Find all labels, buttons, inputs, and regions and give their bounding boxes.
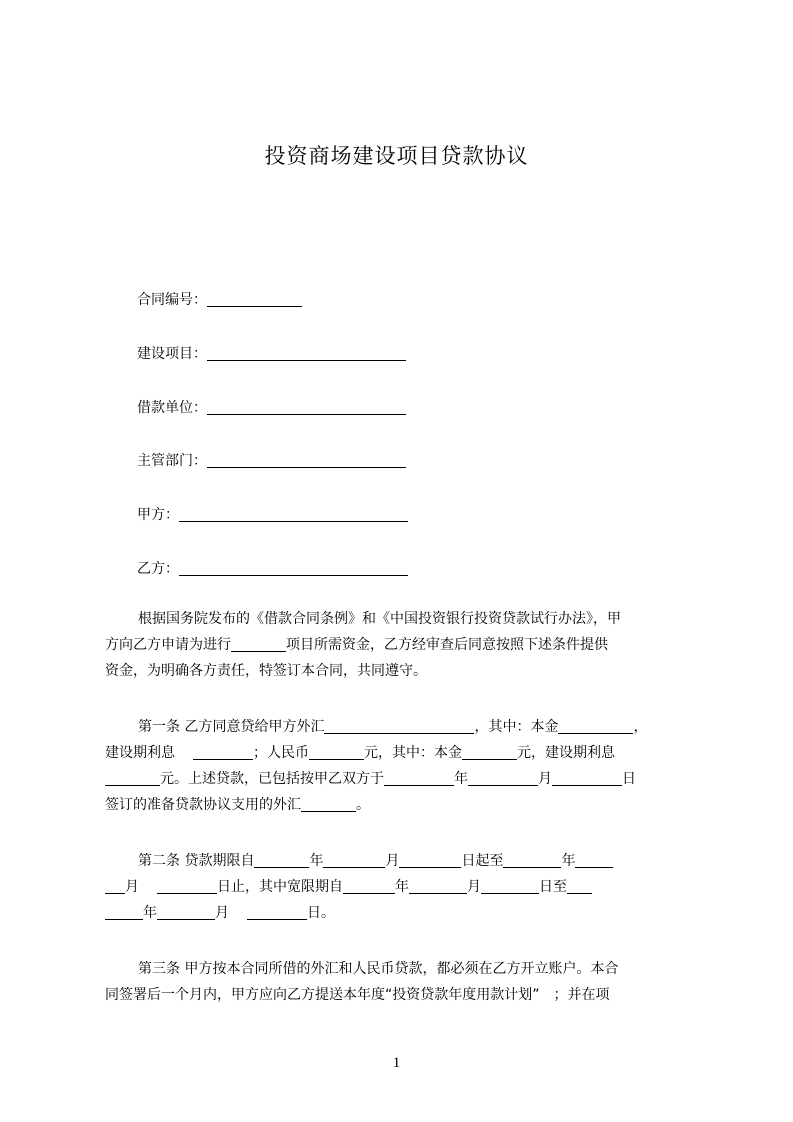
text: 年	[561, 853, 576, 869]
blank-line	[105, 905, 143, 920]
text: ；并在项	[553, 987, 610, 1003]
text: 签订的准备贷款协议支用的外汇	[105, 797, 301, 813]
text: ；人民币	[253, 745, 309, 761]
text: 日起至	[461, 853, 504, 869]
field-label: 甲方：	[137, 507, 179, 523]
field-party-b	[137, 559, 408, 579]
article-1-paragraph	[105, 714, 700, 818]
field-project	[137, 344, 406, 364]
text: 月	[538, 771, 552, 787]
blank-line	[462, 745, 517, 760]
field-label: 合同编号：	[137, 292, 207, 308]
field-department	[137, 451, 406, 471]
field-label: 建设项目：	[137, 346, 207, 362]
text-line: 资金，为明确各方责任，特签订本合同，共同遵守。	[105, 663, 427, 679]
text: 年	[395, 879, 409, 895]
blank-line	[157, 879, 217, 894]
text: 日至	[539, 879, 567, 895]
text: ，其中：本金	[474, 719, 559, 735]
blank-line	[193, 745, 253, 760]
blank-line	[343, 879, 395, 894]
text: 元，其中：本金	[364, 745, 462, 761]
blank-line	[105, 879, 125, 894]
text: 月	[385, 853, 400, 869]
text: 同签署后一个月内，甲方应向乙方提送本年度“投资贷款年度用款计划”	[105, 987, 540, 1003]
blank-line	[558, 719, 633, 734]
text: ，	[633, 719, 648, 735]
blank-line	[399, 853, 461, 868]
page-number: 1	[392, 1055, 401, 1071]
text: 项目所需资金，乙方经审查后同意按照下述条件提供	[286, 637, 608, 653]
text: 月	[467, 879, 481, 895]
blank-line	[207, 292, 302, 307]
blank-line	[409, 879, 467, 894]
text: 方向乙方申请为进行	[105, 637, 231, 653]
blank-line	[324, 719, 474, 734]
field-label: 借款单位：	[137, 400, 207, 416]
text: 第二条 贷款期限自	[138, 853, 255, 869]
field-label: 主管部门：	[137, 453, 207, 469]
blank-line	[179, 561, 408, 576]
field-label: 乙方：	[137, 561, 179, 577]
blank-line	[384, 771, 454, 786]
field-contract-number	[137, 290, 302, 310]
blank-line	[309, 745, 364, 760]
text: 年	[454, 771, 468, 787]
text-line: 第三条 甲方按本合同所借的外汇和人民币贷款，都必须在乙方开立账户。本合	[138, 961, 619, 977]
text: 日。	[307, 905, 335, 921]
field-borrower	[137, 398, 406, 418]
text: 建设期利息	[105, 745, 175, 761]
blank-line	[567, 879, 592, 894]
blank-line	[247, 905, 307, 920]
blank-line	[323, 853, 385, 868]
blank-line	[301, 797, 356, 812]
text: 日止，其中宽限期自	[217, 879, 343, 895]
field-party-a	[137, 505, 408, 525]
blank-line	[179, 507, 408, 522]
preamble-paragraph	[105, 606, 700, 684]
text: 月	[125, 879, 139, 895]
article-3-paragraph	[105, 956, 700, 1008]
blank-line	[105, 771, 160, 786]
document-title: 投资商场建设项目贷款协议	[264, 144, 529, 168]
blank-line	[575, 853, 613, 868]
text: 日	[622, 771, 636, 787]
blank-line	[231, 637, 286, 652]
article-2-paragraph	[105, 848, 700, 926]
blank-line	[207, 346, 406, 361]
blank-line	[552, 771, 622, 786]
text: 年	[309, 853, 324, 869]
blank-line	[468, 771, 538, 786]
text: 元。上述贷款，已包括按甲乙双方于	[160, 771, 384, 787]
blank-line	[481, 879, 539, 894]
text: 月	[215, 905, 229, 921]
text: 元，建设期利息	[517, 745, 615, 761]
blank-line	[207, 400, 406, 415]
text: 年	[143, 905, 157, 921]
text-line: 根据国务院发布的《借款合同条例》和《中国投资银行投资贷款试行办法》，甲	[138, 611, 621, 627]
blank-line	[503, 853, 561, 868]
blank-line	[254, 853, 309, 868]
text: 。	[356, 797, 370, 813]
blank-line	[207, 453, 406, 468]
blank-line	[157, 905, 215, 920]
text: 第一条 乙方同意贷给甲方外汇	[138, 719, 325, 735]
